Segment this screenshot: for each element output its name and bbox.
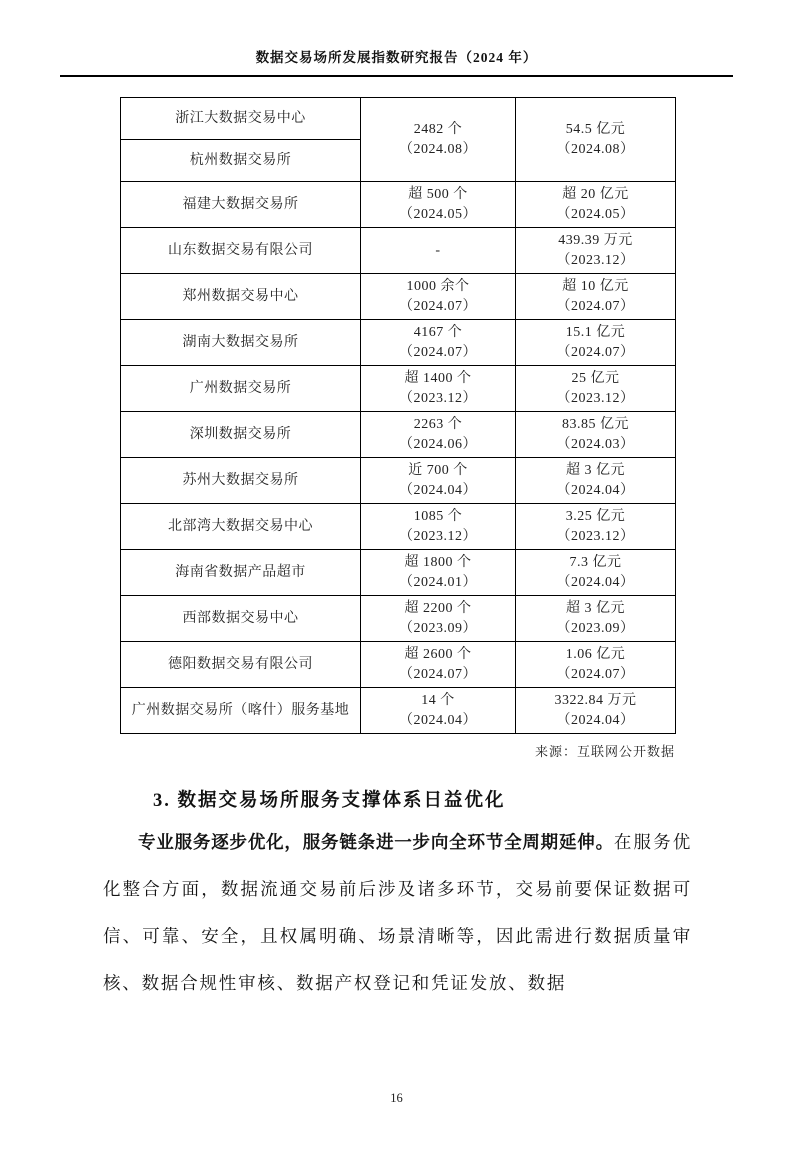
venue-name-cell	[121, 458, 361, 504]
venue-name: 湖南大数据交易所	[182, 334, 299, 350]
trade-amount-cell	[516, 228, 676, 274]
report-title: 数据交易场所发展指数研究报告（2024 年）	[255, 50, 538, 65]
table-source-note: 来源：互联网公开数据	[534, 744, 675, 759]
product-count: 1085 个	[413, 508, 463, 524]
table-row	[121, 596, 676, 642]
venue-name-cell	[121, 366, 361, 412]
table-row	[121, 98, 676, 140]
trade-amount-cell	[516, 688, 676, 734]
table-row	[121, 274, 676, 320]
count-date: （2024.07）	[399, 666, 477, 682]
trade-amount-cell	[516, 504, 676, 550]
venue-name: 深圳数据交易所	[189, 426, 292, 442]
venue-name-cell	[121, 140, 361, 182]
table-row	[121, 320, 676, 366]
table-row	[121, 550, 676, 596]
venue-name: 德阳数据交易有限公司	[168, 656, 313, 672]
product-count-cell	[361, 320, 516, 366]
amount-date: （2023.09）	[556, 620, 635, 636]
venue-name: 山东数据交易有限公司	[168, 242, 313, 258]
product-count: 1000 余个	[406, 278, 470, 294]
product-count-cell	[361, 596, 516, 642]
trade-amount: 54.5 亿元	[565, 121, 626, 137]
count-date: （2024.04）	[399, 712, 477, 728]
product-count-cell	[361, 642, 516, 688]
trade-amount: 15.1 亿元	[565, 324, 626, 340]
table-row	[121, 458, 676, 504]
count-date: （2024.04）	[399, 482, 477, 498]
product-count-cell	[361, 228, 516, 274]
trade-amount: 1.06 亿元	[565, 646, 626, 662]
trade-amount-cell	[516, 182, 676, 228]
page-number: 16	[390, 1091, 403, 1105]
trade-amount: 超 3 亿元	[566, 600, 625, 616]
count-date: （2024.06）	[399, 436, 477, 452]
product-count-cell	[361, 98, 516, 182]
venue-name-cell	[121, 98, 361, 140]
venue-name-cell	[121, 412, 361, 458]
product-count: 超 1400 个	[404, 370, 472, 386]
product-count: 14 个	[421, 692, 455, 708]
trade-amount-cell	[516, 596, 676, 642]
count-date: （2024.05）	[399, 206, 477, 222]
amount-date: （2024.04）	[556, 712, 635, 728]
trade-amount-cell	[516, 98, 676, 182]
venue-name: 海南省数据产品超市	[175, 564, 306, 580]
trade-amount: 3322.84 万元	[554, 692, 637, 708]
trade-amount-cell	[516, 550, 676, 596]
amount-date: （2023.12）	[556, 528, 635, 544]
product-count-cell	[361, 688, 516, 734]
paragraph-rest: 在服务优化整合方面，数据流通交易前后涉及诸多环节，交易前要保证数据可信、可靠、安全，且权属明确、场景清晰等，因此需进行数据质量审核、数据合规性审核、数据产权登记和凭证发放、数据	[103, 832, 693, 993]
venue-name: 广州数据交易所	[189, 380, 292, 396]
product-count: -	[435, 242, 441, 258]
trade-amount-cell	[516, 274, 676, 320]
venue-name-cell	[121, 550, 361, 596]
venue-name-cell	[121, 274, 361, 320]
count-date: （2024.08）	[399, 141, 477, 157]
table-row	[121, 366, 676, 412]
amount-date: （2024.07）	[556, 298, 635, 314]
trade-amount-cell	[516, 458, 676, 504]
trade-amount: 7.3 亿元	[569, 554, 622, 570]
trade-amount: 3.25 亿元	[565, 508, 626, 524]
count-date: （2024.07）	[399, 344, 477, 360]
trade-amount-cell	[516, 642, 676, 688]
amount-date: （2023.12）	[556, 390, 635, 406]
trade-amount: 25 亿元	[571, 370, 620, 386]
table-row	[121, 228, 676, 274]
paragraph-lead-bold: 专业服务逐步优化，服务链条进一步向全环节全周期延伸。	[138, 832, 614, 852]
product-count: 4167 个	[413, 324, 463, 340]
venue-name: 郑州数据交易中心	[182, 288, 299, 304]
product-count-cell	[361, 504, 516, 550]
product-count-cell	[361, 458, 516, 504]
amount-date: （2024.07）	[556, 344, 635, 360]
count-date: （2023.12）	[399, 528, 477, 544]
page-header	[60, 46, 733, 77]
product-count: 超 2200 个	[404, 600, 472, 616]
count-date: （2023.12）	[399, 390, 477, 406]
venue-name-cell	[121, 504, 361, 550]
product-count: 超 1800 个	[404, 554, 472, 570]
trade-amount: 超 3 亿元	[566, 462, 625, 478]
venue-name-cell	[121, 596, 361, 642]
product-count: 近 700 个	[408, 462, 468, 478]
table-row	[121, 688, 676, 734]
table-row	[121, 504, 676, 550]
count-date: （2023.09）	[399, 620, 477, 636]
table-row	[121, 182, 676, 228]
product-count-cell	[361, 366, 516, 412]
table-row	[121, 412, 676, 458]
venue-name-cell	[121, 688, 361, 734]
body-paragraph	[103, 819, 692, 1007]
venue-name: 福建大数据交易所	[182, 196, 299, 212]
data-exchange-table	[120, 97, 676, 734]
product-count: 超 2600 个	[404, 646, 472, 662]
table-row	[121, 642, 676, 688]
trade-amount-cell	[516, 412, 676, 458]
count-date: （2024.07）	[399, 298, 477, 314]
trade-amount: 83.85 亿元	[562, 416, 629, 432]
venue-name: 北部湾大数据交易中心	[168, 518, 313, 534]
product-count: 超 500 个	[408, 186, 468, 202]
venue-name: 浙江大数据交易中心	[175, 110, 306, 126]
count-date: （2024.01）	[399, 574, 477, 590]
amount-date: （2023.12）	[556, 252, 635, 268]
section-heading: 3. 数据交易场所服务支撑体系日益优化	[153, 791, 506, 811]
product-count-cell	[361, 274, 516, 320]
amount-date: （2024.04）	[556, 482, 635, 498]
product-count: 2482 个	[413, 121, 463, 137]
trade-amount: 439.39 万元	[558, 232, 633, 248]
trade-amount-cell	[516, 320, 676, 366]
venue-name: 苏州大数据交易所	[182, 472, 299, 488]
venue-name-cell	[121, 228, 361, 274]
product-count-cell	[361, 182, 516, 228]
amount-date: （2024.04）	[556, 574, 635, 590]
amount-date: （2024.03）	[556, 436, 635, 452]
amount-date: （2024.07）	[556, 666, 635, 682]
venue-name-cell	[121, 320, 361, 366]
amount-date: （2024.05）	[556, 206, 635, 222]
venue-name: 西部数据交易中心	[182, 610, 299, 626]
product-count: 2263 个	[413, 416, 463, 432]
venue-name-cell	[121, 182, 361, 228]
venue-name-cell	[121, 642, 361, 688]
trade-amount-cell	[516, 366, 676, 412]
venue-name: 广州数据交易所（喀什）服务基地	[131, 702, 350, 718]
trade-amount: 超 10 亿元	[562, 278, 629, 294]
venue-name: 杭州数据交易所	[189, 152, 292, 168]
product-count-cell	[361, 550, 516, 596]
trade-amount: 超 20 亿元	[562, 186, 629, 202]
product-count-cell	[361, 412, 516, 458]
amount-date: （2024.08）	[556, 141, 635, 157]
